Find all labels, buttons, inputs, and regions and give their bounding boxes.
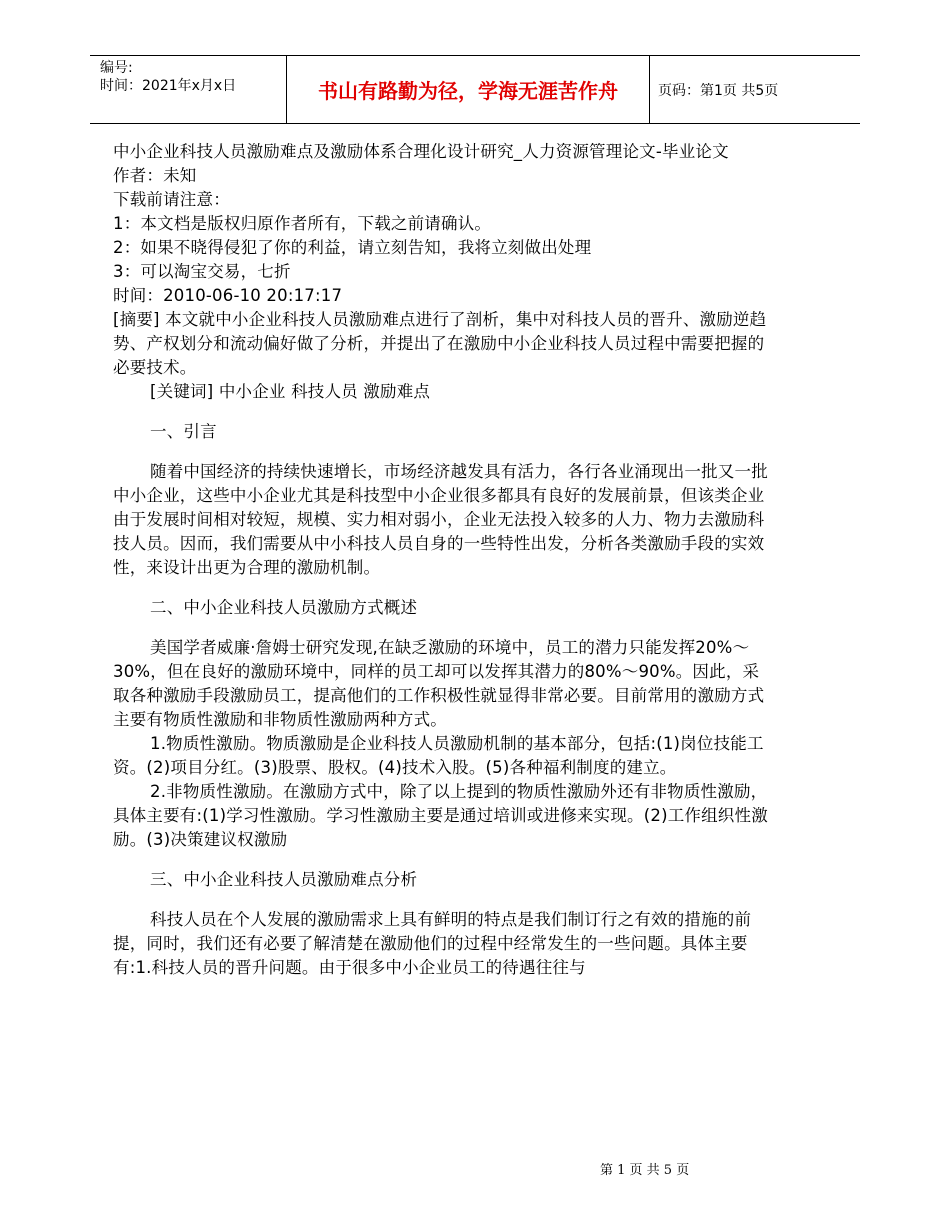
notice-item-2: 2：如果不晓得侵犯了你的利益，请立刻告知，我将立刻做出处理	[113, 238, 592, 257]
section-2-paragraph-1: 美国学者威廉·詹姆士研究发现,在缺乏激励的环境中，员工的潜力只能发挥20%～30%，但在良好的激励环境中，同样的员工却可以发挥其潜力的80%～90%。因此，采取各种激励手段激励员工，提高他们的工作积极性就显得非常必要。目前常用的激励方式主要有物质性激励和非物质性激励两种方式。	[113, 638, 765, 729]
page-footer: 第 1 页 共 5 页	[600, 1163, 690, 1178]
abstract: [摘要] 本文就中小企业科技人员激励难点进行了剖析，集中对科技人员的晋升、激励逆趋势、产权划分和流动偏好做了分析，并提出了在激励中小企业科技人员过程中需要把握的必要技术。	[113, 310, 767, 377]
notice-heading: 下载前请注意：	[113, 190, 230, 209]
section-3-paragraph: 科技人员在个人发展的激励需求上具有鲜明的特点是我们制订行之有效的措施的前提，同时，我们还有必要了解清楚在激励他们的过程中经常发生的一些问题。具体主要有:1.科技人员的晋升问题。由于很多中小企业员工的待遇往往与	[113, 910, 752, 977]
section-1-title: 一、引言	[150, 422, 217, 441]
doc-author: 作者：未知	[113, 166, 197, 185]
document-body	[113, 140, 773, 980]
section-1-paragraph: 随着中国经济的持续快速增长，市场经济越发具有活力，各行各业涌现出一批又一批中小企业，这些中小企业尤其是科技型中小企业很多都具有良好的发展前景，但该类企业由于发展时间相对较短，规模、实力相对弱小，企业无法投入较多的人力、物力去激励科技人员。因而，我们需要从中小科技人员自身的一些特性出发，分析各类激励手段的实效性，来设计出更为合理的激励机制。	[113, 462, 768, 577]
time-label: 时间：2021年x月x日	[100, 78, 237, 94]
doc-time: 时间：2010-06-10 20:17:17	[113, 286, 343, 305]
section-3-title: 三、中小企业科技人员激励难点分析	[150, 870, 418, 889]
header-meta	[100, 59, 236, 95]
section-2-title: 二、中小企业科技人员激励方式概述	[150, 598, 418, 617]
notice-item-3: 3：可以淘宝交易，七折	[113, 262, 291, 281]
section-2-paragraph-2: 1.物质性激励。物质激励是企业科技人员激励机制的基本部分，包括:(1)岗位技能工资。(2)项目分红。(3)股票、股权。(4)技术入股。(5)各种福利制度的建立。	[113, 734, 764, 777]
header-motto: 书山有路勤为径，学海无涯苦作舟	[286, 56, 650, 123]
number-label: 编号:	[100, 60, 133, 76]
doc-title: 中小企业科技人员激励难点及激励体系合理化设计研究_人力资源管理论文-毕业论文	[113, 142, 729, 161]
header-table	[90, 55, 860, 124]
section-2-paragraph-3: 2.非物质性激励。在激励方式中，除了以上提到的物质性激励外还有非物质性激励，具体主要有:(1)学习性激励。学习性激励主要是通过培训或进修来实现。(2)工作组织性激励。(3)决策建议权激励	[113, 782, 768, 849]
notice-item-1: 1：本文档是版权归原作者所有，下载之前请确认。	[113, 214, 492, 233]
page-info: 页码：第1页 共5页	[658, 83, 779, 99]
keywords: [关键词] 中小企业 科技人员 激励难点	[150, 382, 431, 401]
